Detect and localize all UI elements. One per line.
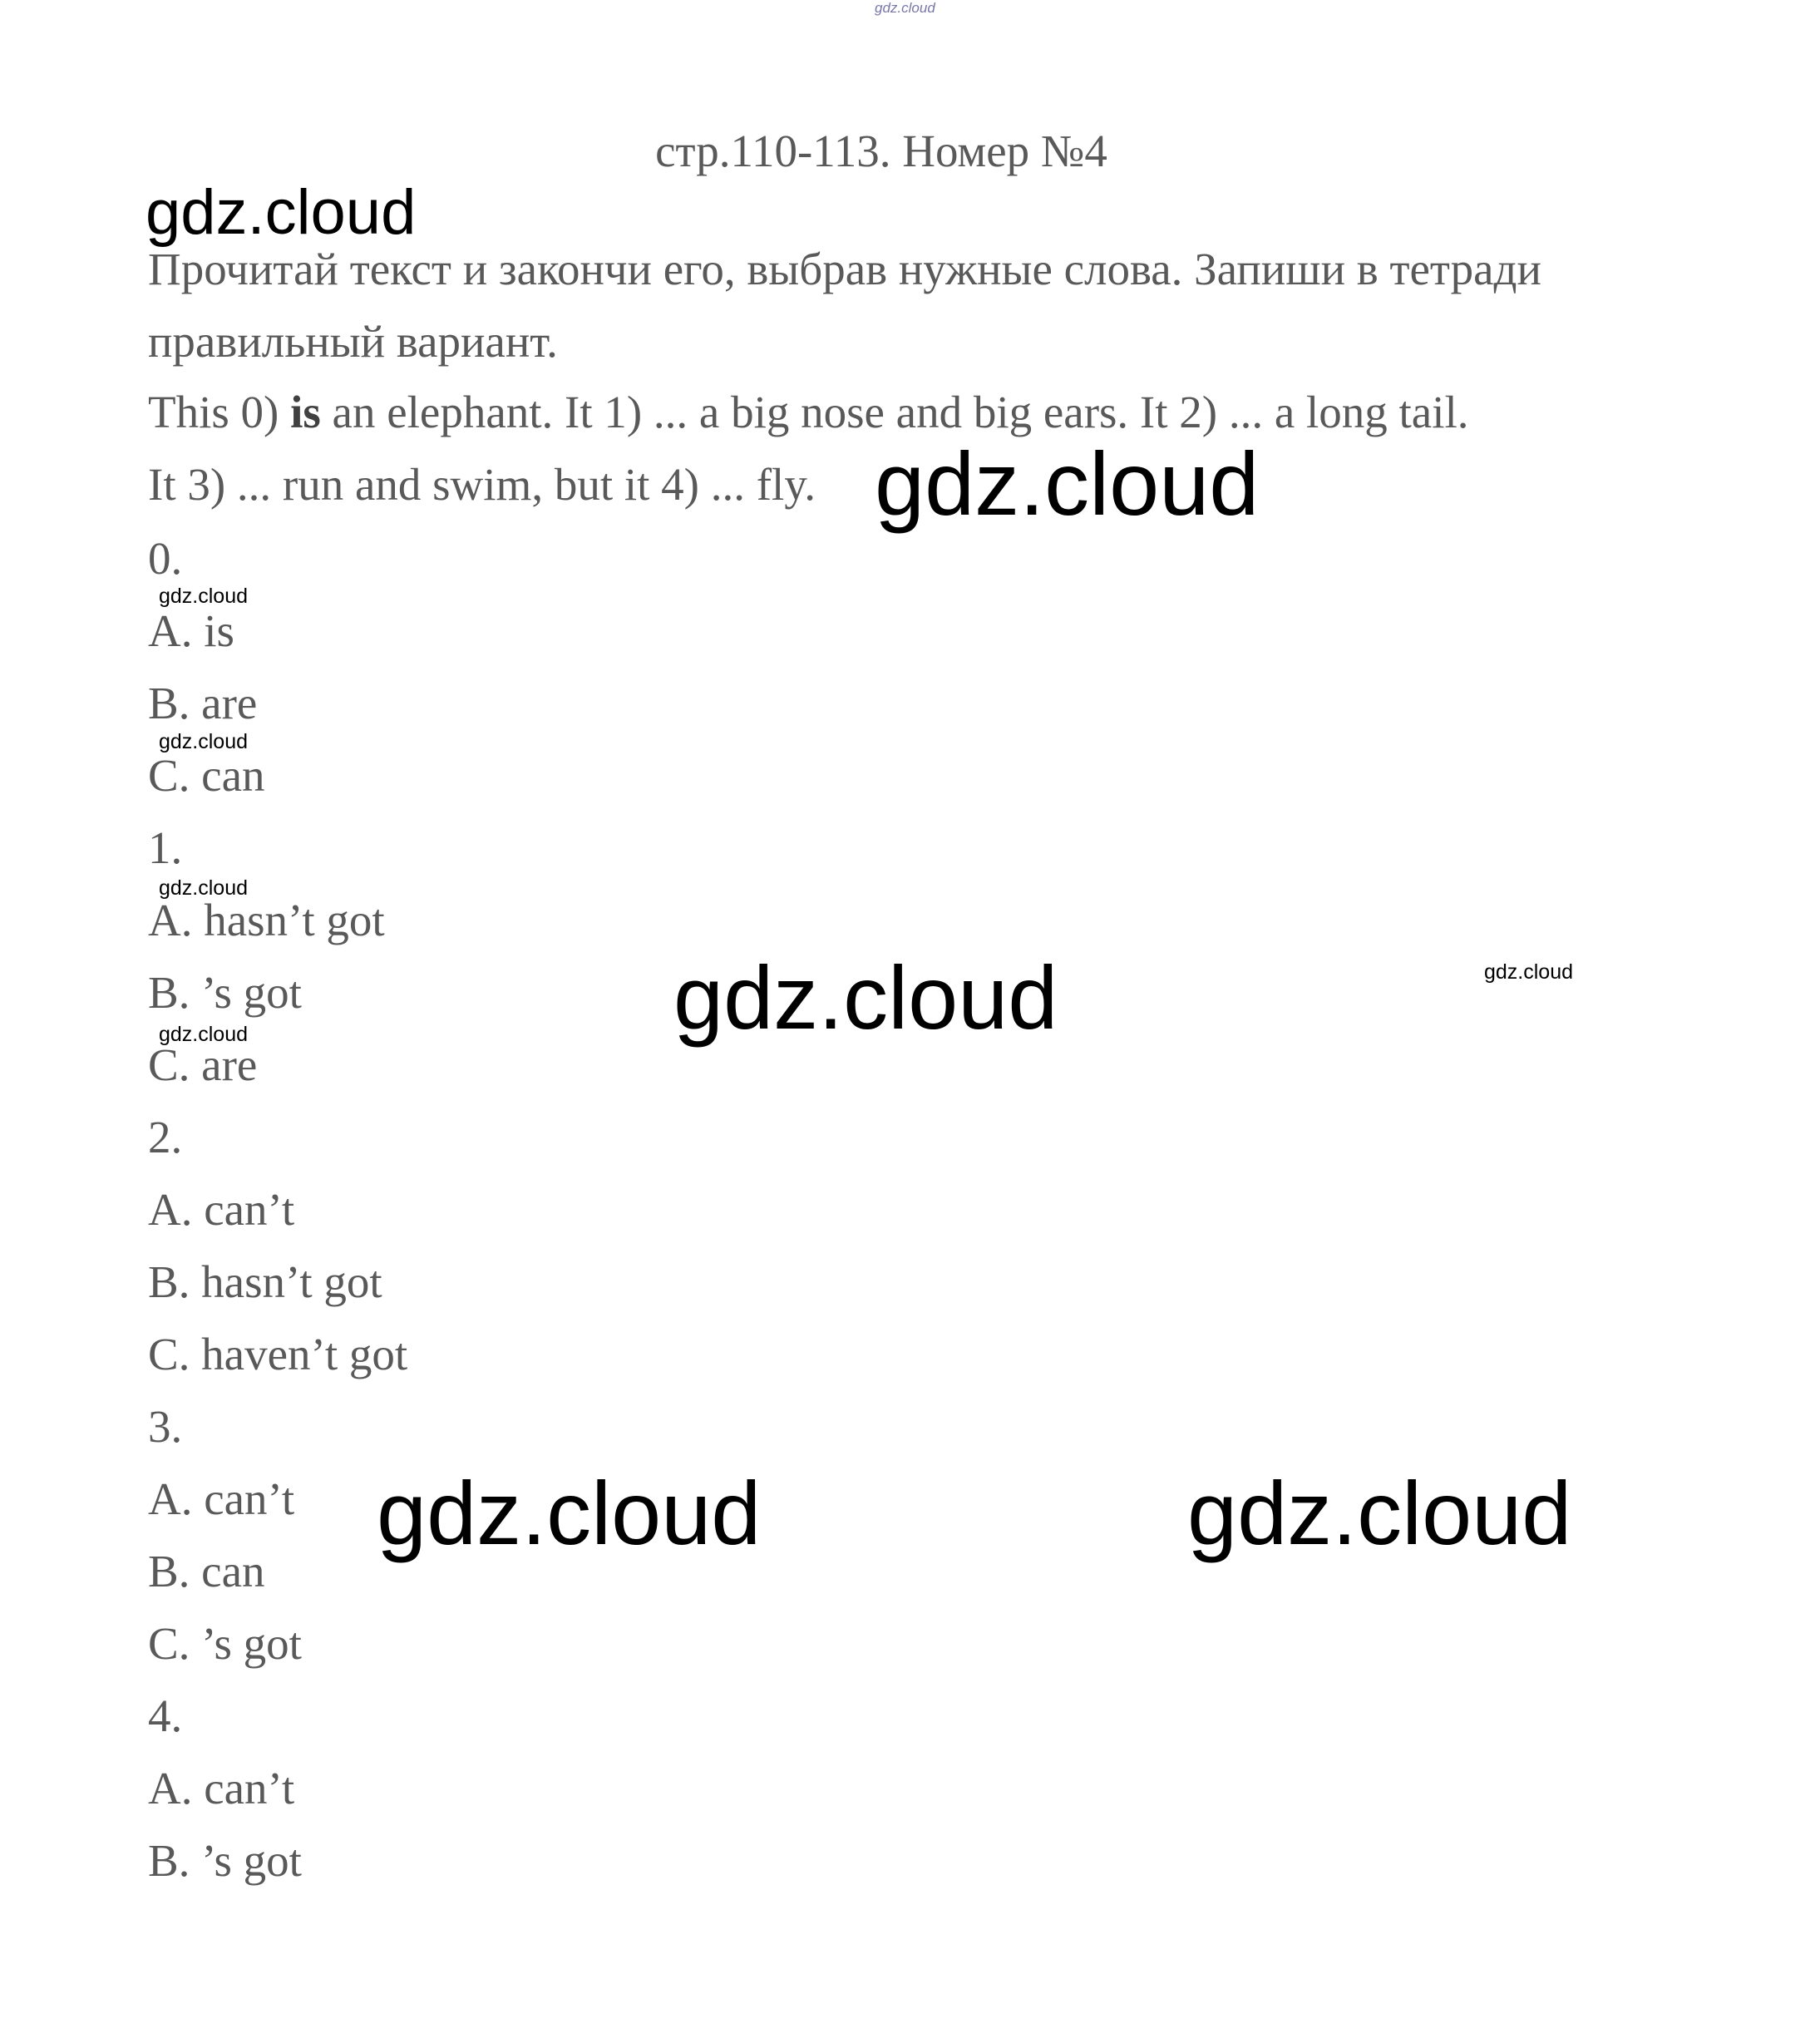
option: A. is [148, 605, 234, 656]
option: A. hasn’t got [148, 895, 385, 945]
watermark: gdz.cloud [377, 1463, 762, 1563]
option: A. can’t [148, 1473, 295, 1524]
option: C. are [148, 1039, 258, 1090]
top-watermark: gdz.cloud [875, 0, 935, 16]
passage-line-1: This 0) is an elephant. It 1) ... a big nose and big ears. It 2) ... a long tail. [148, 387, 1469, 437]
question-number: 0. [148, 533, 183, 584]
watermark: gdz.cloud [875, 433, 1260, 534]
watermark: gdz.cloud [1187, 1463, 1572, 1563]
option: B. are [148, 678, 258, 728]
option: A. can’t [148, 1763, 295, 1813]
watermark: gdz.cloud [1484, 960, 1574, 984]
passage-line-2: It 3) ... run and swim, but it 4) ... fly. [148, 459, 816, 510]
option: B. hasn’t got [148, 1256, 382, 1307]
option: B. ’s got [148, 967, 302, 1018]
option: C. haven’t got [148, 1329, 408, 1379]
task-instruction: Прочитай текст и закончи его, выбрав нужные слова. Запиши в тетради правильный вариант. [148, 244, 1541, 367]
answer-options [148, 522, 407, 1897]
watermark: gdz.cloud [159, 876, 249, 900]
question-number: 1. [148, 822, 183, 873]
option: B. ’s got [148, 1835, 302, 1886]
option: C. ’s got [148, 1618, 302, 1669]
question-number: 3. [148, 1401, 183, 1452]
example-answer: is [290, 387, 321, 437]
option: C. can [148, 750, 265, 801]
option: A. can’t [148, 1184, 295, 1235]
watermark: gdz.cloud [159, 1023, 249, 1046]
watermark: gdz.cloud [673, 947, 1058, 1048]
watermark: gdz.cloud [159, 585, 249, 608]
watermark: gdz.cloud [146, 177, 417, 248]
question-number: 2. [148, 1112, 183, 1162]
watermark: gdz.cloud [159, 730, 249, 753]
page-title: стр.110-113. Номер №4 [655, 126, 1107, 176]
option: B. can [148, 1546, 265, 1596]
question-number: 4. [148, 1690, 183, 1741]
